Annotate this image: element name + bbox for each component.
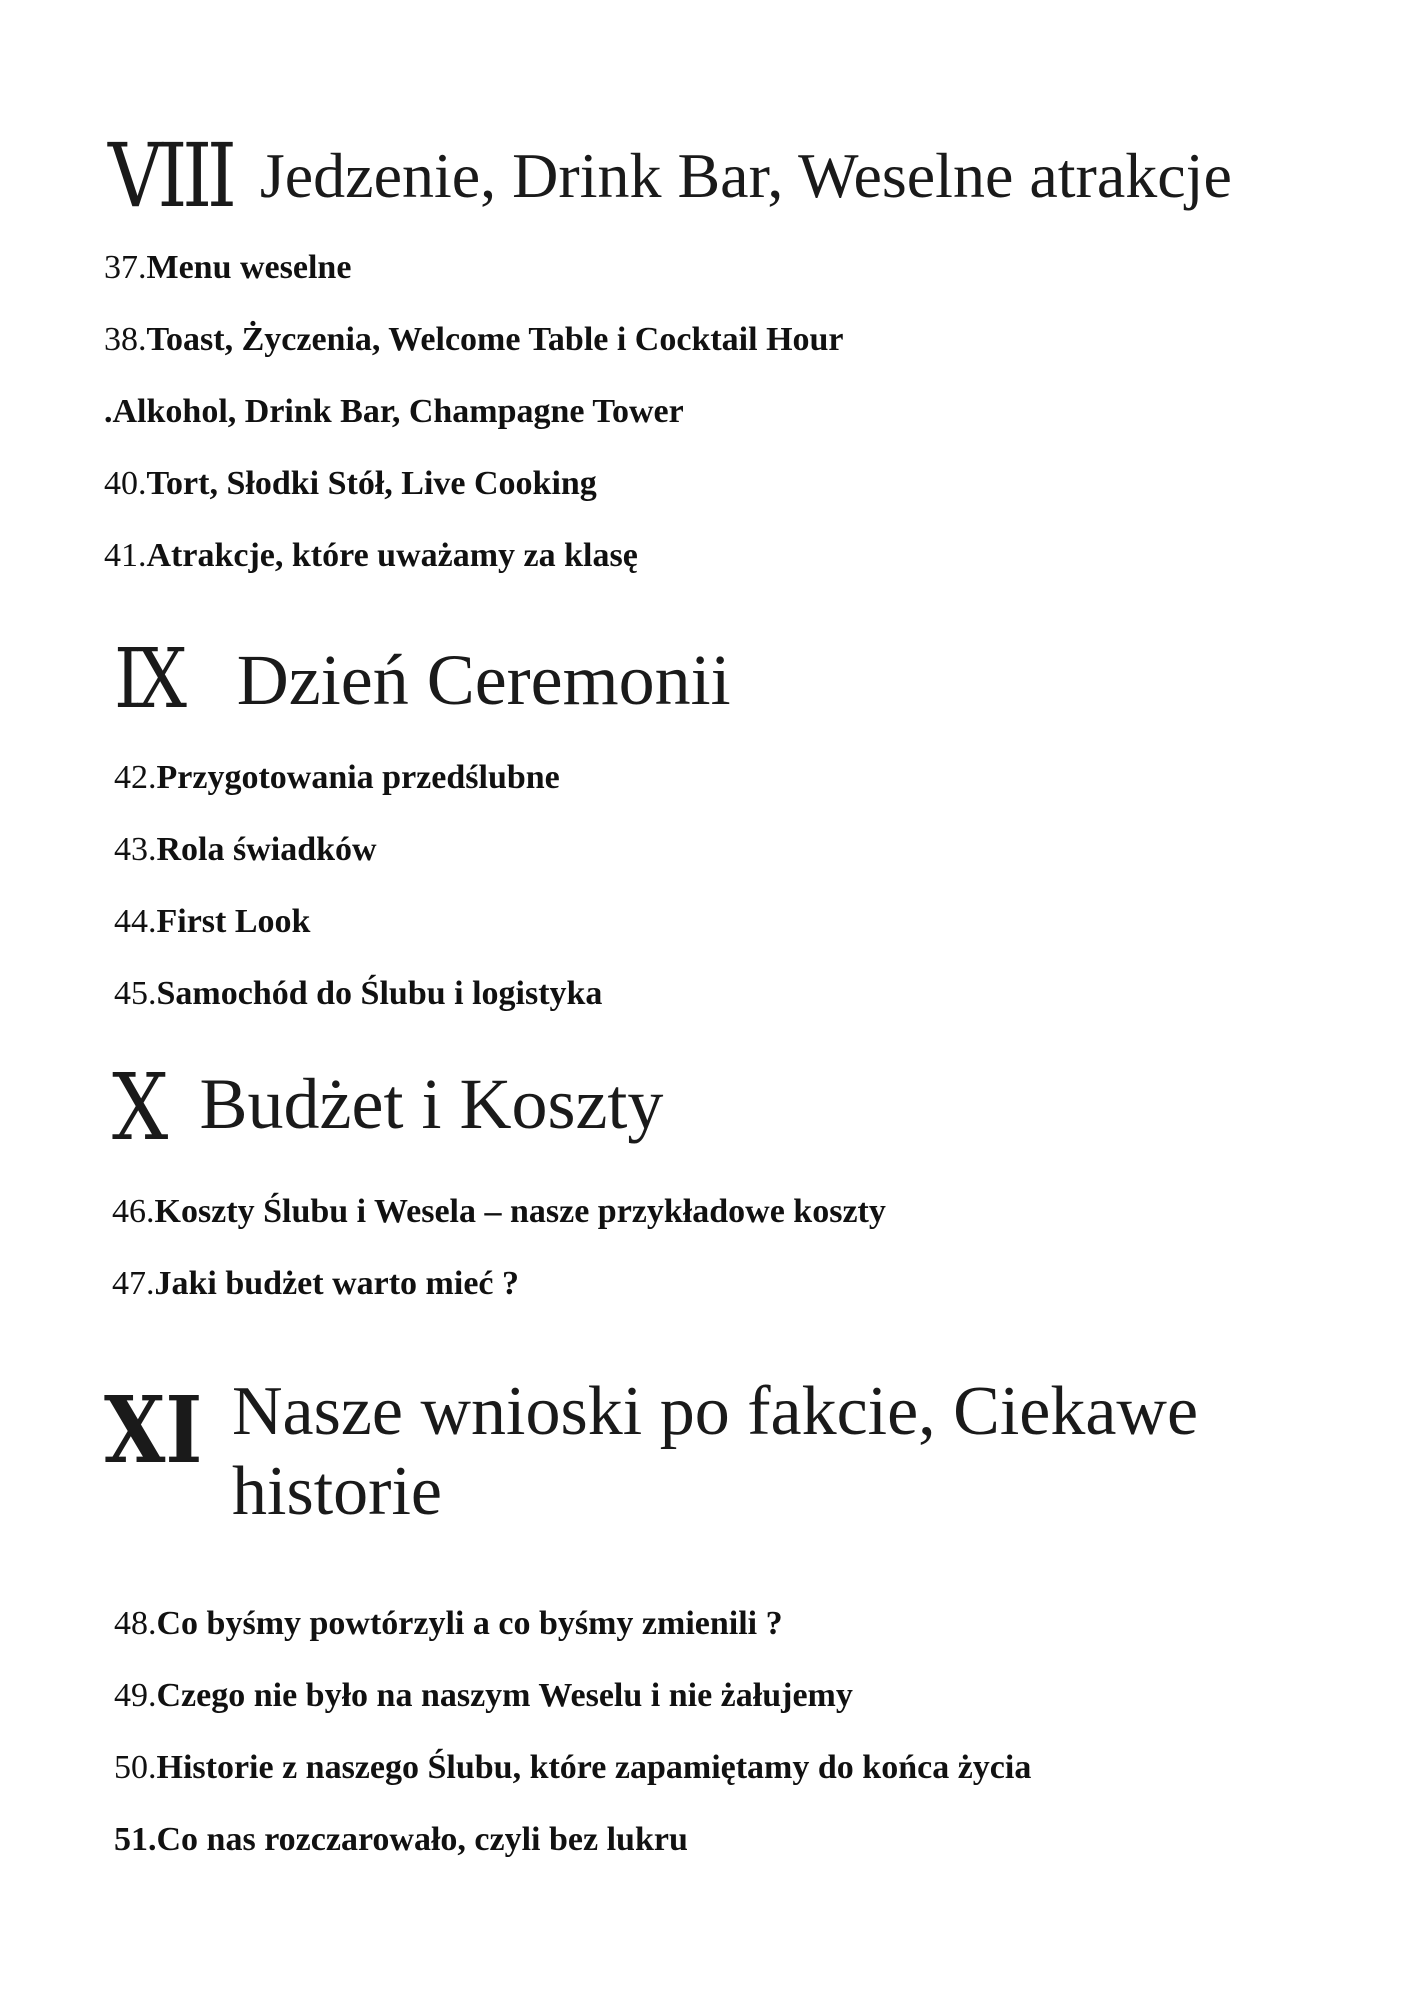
item-number: 50. — [114, 1749, 157, 1786]
toc-item[interactable] — [112, 1264, 519, 1304]
item-number: 41. — [104, 537, 147, 574]
item-number: 48. — [114, 1605, 157, 1642]
section-numeral: X — [112, 1054, 164, 1161]
item-number: 46. — [112, 1193, 155, 1230]
item-number: 49. — [114, 1677, 157, 1714]
item-text: Atrakcje, które uważamy za klasę — [146, 537, 638, 574]
section-title-line-2: historie — [232, 1453, 442, 1530]
toc-item[interactable] — [104, 392, 684, 432]
item-text: .Alkohol, Drink Bar, Champagne Tower — [104, 393, 684, 430]
item-text: Tort, Słodki Stół, Live Cooking — [146, 465, 597, 502]
toc-item[interactable] — [114, 830, 377, 870]
item-number: 45. — [114, 975, 157, 1012]
section-heading-x — [112, 1056, 663, 1160]
item-text: Co nas rozczarowało, czyli bez lukru — [156, 1821, 688, 1858]
toc-item[interactable] — [114, 1748, 1031, 1788]
item-number: 47. — [112, 1265, 155, 1302]
section-title: Budżet i Koszty — [199, 1064, 664, 1144]
item-text: Co byśmy powtórzyli a co byśmy zmienili ? — [156, 1605, 783, 1642]
toc-item[interactable] — [104, 320, 844, 360]
item-number: 51. — [114, 1821, 157, 1858]
toc-item[interactable] — [114, 902, 310, 942]
toc-item[interactable] — [114, 1820, 688, 1860]
toc-item[interactable] — [114, 1676, 853, 1716]
section-title-block-xi — [232, 1372, 1198, 1532]
item-text: Przygotowania przedślubne — [156, 759, 560, 796]
toc-item[interactable] — [114, 758, 560, 798]
toc-item[interactable] — [114, 1604, 783, 1644]
item-number: 42. — [114, 759, 157, 796]
toc-item[interactable] — [114, 974, 602, 1014]
item-text: Menu weselne — [146, 249, 352, 286]
section-heading-xi — [104, 1376, 218, 1484]
section-title-line-1: Nasze wnioski po fakcie, Ciekawe — [232, 1373, 1199, 1450]
toc-item[interactable] — [104, 248, 351, 288]
section-numeral: IX — [114, 632, 182, 727]
item-text: Toast, Życzenia, Welcome Table i Cocktail Hour — [146, 321, 844, 358]
toc-item[interactable] — [112, 1192, 886, 1232]
item-number: 38. — [104, 321, 147, 358]
item-number: 40. — [104, 465, 147, 502]
item-text: Koszty Ślubu i Wesela – nasze przykładowe koszty — [154, 1193, 886, 1230]
item-text: Rola świadków — [156, 831, 377, 868]
item-text: Czego nie było na naszym Weselu i nie żałujemy — [156, 1677, 853, 1714]
section-numeral: VIII — [108, 124, 232, 227]
section-heading-viii — [108, 124, 1232, 227]
item-text: Jaki budżet warto mieć ? — [154, 1265, 520, 1302]
item-text: Samochód do Ślubu i logistyka — [156, 975, 603, 1012]
section-heading-ix — [114, 632, 731, 728]
item-number: 44. — [114, 903, 157, 940]
item-number: 43. — [114, 831, 157, 868]
toc-item[interactable] — [104, 464, 597, 504]
item-number: 37. — [104, 249, 147, 286]
item-text: First Look — [156, 903, 311, 940]
section-title: Jedzenie, Drink Bar, Weselne atrakcje — [259, 140, 1232, 211]
toc-item[interactable] — [104, 536, 638, 576]
section-title: Dzień Ceremonii — [236, 640, 731, 720]
section-numeral: XI — [104, 1376, 203, 1484]
item-text: Historie z naszego Ślubu, które zapamiętamy do końca życia — [156, 1749, 1032, 1786]
